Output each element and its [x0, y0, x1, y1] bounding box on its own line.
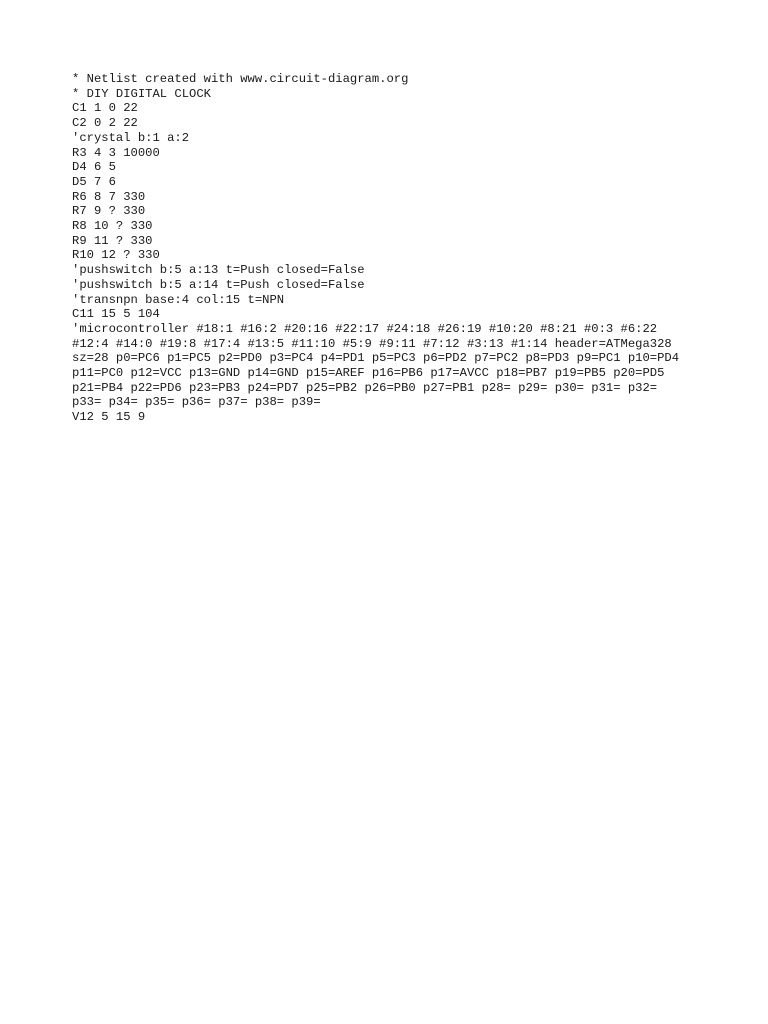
comment-line-credit: * Netlist created with www.circuit-diagram.org: [72, 72, 409, 86]
netlist-line: 'transnpn base:4 col:15 t=NPN: [72, 292, 285, 307]
microcontroller-line: sz=28 p0=PC6 p1=PC5 p2=PD0 p3=PC4 p4=PD1 p5=PC3 p6=PD2 p7=PC2 p8=PD3 p9=PC1 p10=PD4: [72, 351, 680, 366]
netlist-line: 'crystal b:1 a:2: [72, 130, 190, 145]
netlist-line: C11 15 5 104: [72, 307, 160, 322]
netlist-line: R9 11 ? 330: [72, 233, 153, 248]
netlist-line: R8 10 ? 330: [72, 219, 153, 234]
netlist-line: C2 0 2 22: [72, 116, 138, 131]
netlist-line: R6 8 7 330: [72, 189, 146, 204]
netlist-line: V12 5 15 9: [72, 410, 146, 425]
microcontroller-line: p21=PB4 p22=PD6 p23=PB3 p24=PD7 p25=PB2 p26=PB0 p27=PB1 p28= p29= p30= p31= p32=: [72, 380, 658, 395]
netlist-line: 'pushswitch b:5 a:13 t=Push closed=False: [72, 263, 365, 278]
netlist-line: R10 12 ? 330: [72, 248, 160, 263]
microcontroller-line: 'microcontroller #18:1 #16:2 #20:16 #22:17 #24:18 #26:19 #10:20 #8:21 #0:3 #6:22: [72, 321, 658, 336]
netlist-line: 'pushswitch b:5 a:14 t=Push closed=False: [72, 277, 365, 292]
netlist-line: R3 4 3 10000: [72, 145, 160, 160]
comment-line-title: * DIY DIGITAL CLOCK: [72, 86, 211, 101]
netlist-line: D5 7 6: [72, 174, 116, 189]
netlist-line: C1 1 0 22: [72, 101, 138, 116]
netlist-text: [72, 72, 712, 425]
netlist-line: D4 6 5: [72, 160, 116, 175]
microcontroller-line: p33= p34= p35= p36= p37= p38= p39=: [72, 395, 321, 410]
netlist-line: R7 9 ? 330: [72, 204, 146, 219]
microcontroller-line: p11=PC0 p12=VCC p13=GND p14=GND p15=AREF p16=PB6 p17=AVCC p18=PB7 p19=PB5 p20=PD5: [72, 366, 665, 381]
microcontroller-line: #12:4 #14:0 #19:8 #17:4 #13:5 #11:10 #5:9 #9:11 #7:12 #3:13 #1:14 header=ATMega328: [72, 336, 672, 351]
